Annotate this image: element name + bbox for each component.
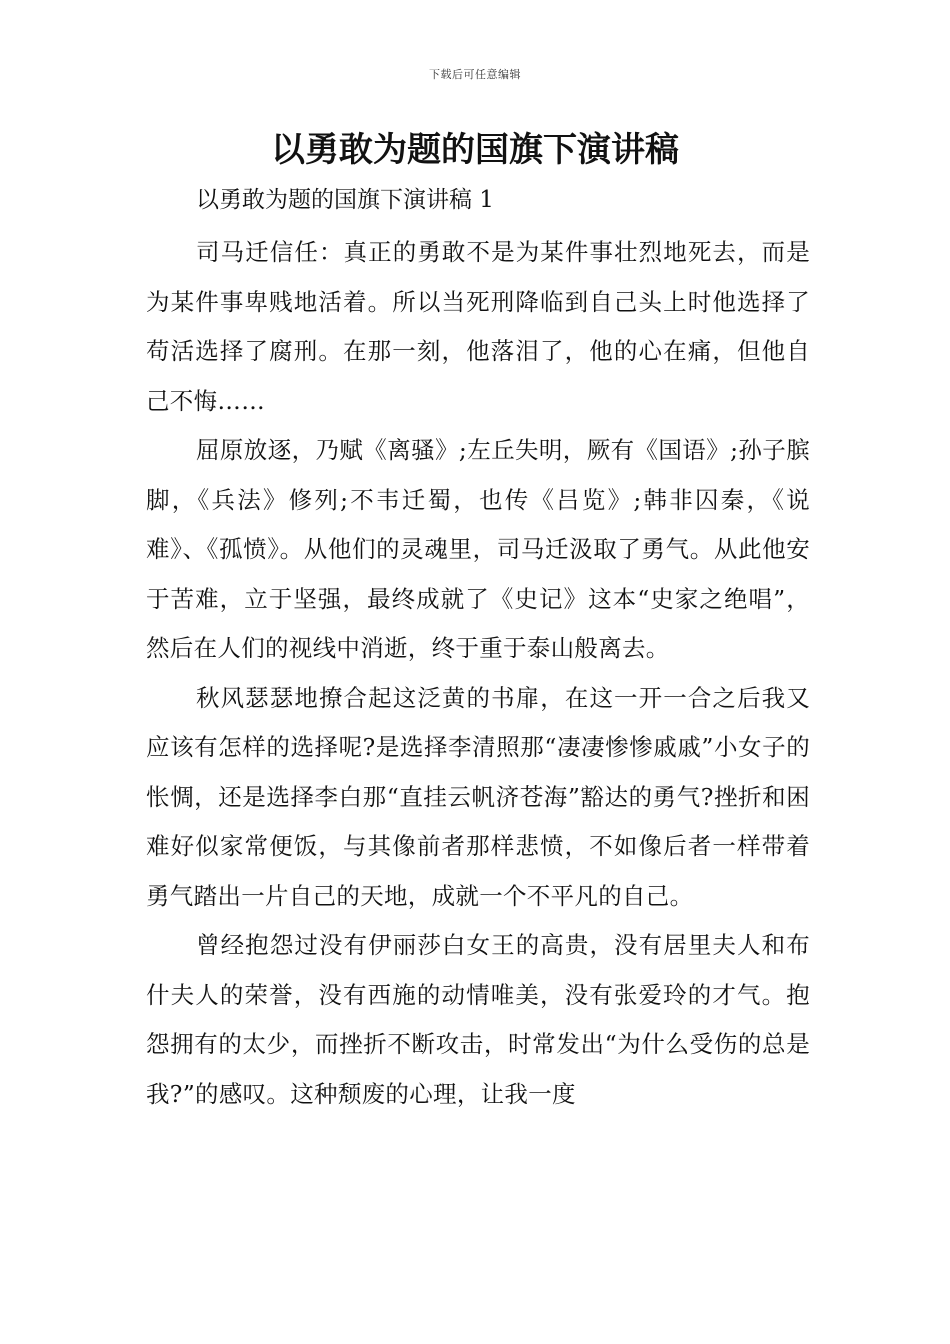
header-note: 下载后可任意编辑 <box>429 68 521 81</box>
paragraph-2: 屈原放逐，乃赋《离骚》;左丘失明，厥有《国语》;孙子膑脚，《兵法》修列;不韦迁蜀，也传《吕览》;韩非囚秦，《说难》、《孤愤》。从他们的灵魂里，司马迁汲取了勇气。从此他安于苦难，立于坚强，最终成就了《史记》这本“史家之绝唱”，然后在人们的视线中消逝，终于重于泰山般离去。 <box>146 436 810 662</box>
paragraph-3: 秋风瑟瑟地撩合起这泛黄的书扉，在这一开一合之后我又应该有怎样的选择呢?是选择李清照那“凄凄惨惨戚戚”小女子的怅惆，还是选择李白那“直挂云帆济苍海”豁达的勇气?挫折和困难好似家常便饭，与其像前者那样悲愤，不如像后者一样带着勇气踏出一片自己的天地，成就一个不平凡的自己。 <box>146 683 810 910</box>
paragraph-4: 曾经抱怨过没有伊丽莎白女王的高贵，没有居里夫人和布什夫人的荣誉，没有西施的动情唯美，没有张爱玲的才气。抱怨拥有的太少，而挫折不断攻击，时常发出“为什么受伤的总是我?”的感叹。这种颓废的心理，让我一度 <box>146 931 810 1108</box>
paragraph-1: 司马迁信任：真正的勇敢不是为某件事壮烈地死去，而是为某件事卑贱地活着。所以当死刑降临到自己头上时他选择了苟活选择了腐刑。在那一刻，他落泪了，他的心在痛，但他自己不悔…… <box>146 238 810 415</box>
page-title: 以勇敢为题的国旗下演讲稿 <box>271 130 679 170</box>
section-subtitle: 以勇敢为题的国旗下演讲稿 1 <box>196 187 494 213</box>
body-text <box>146 228 810 1119</box>
